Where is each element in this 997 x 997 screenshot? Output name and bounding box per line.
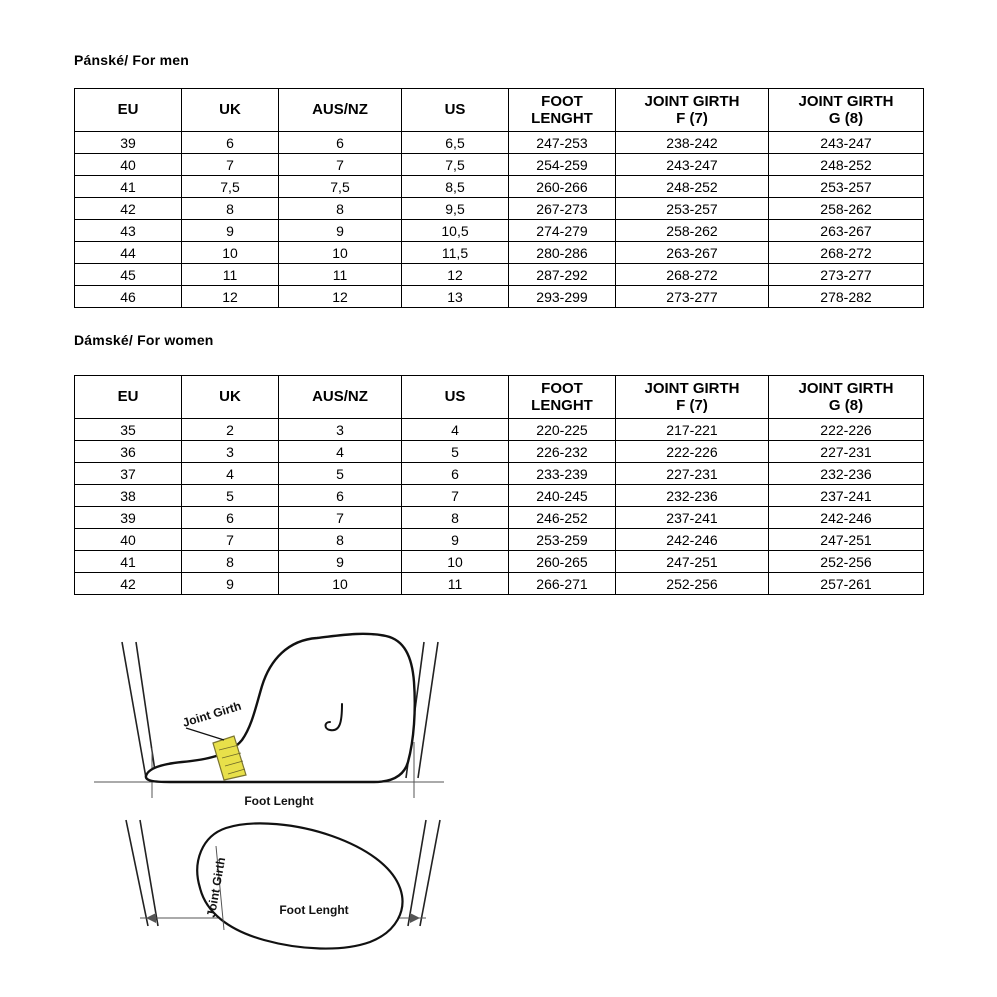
cell-joint-girth-f: 237-241 xyxy=(616,507,769,529)
table-row xyxy=(75,176,924,198)
table-row xyxy=(75,573,924,595)
table-row xyxy=(75,242,924,264)
cell-aus-nz: 7 xyxy=(279,507,402,529)
cell-foot-length: 233-239 xyxy=(509,463,616,485)
column-header-us: US xyxy=(402,89,509,132)
cell-us: 8 xyxy=(402,507,509,529)
cell-uk: 4 xyxy=(182,463,279,485)
table-row xyxy=(75,132,924,154)
cell-joint-girth-f: 243-247 xyxy=(616,154,769,176)
cell-foot-length: 266-271 xyxy=(509,573,616,595)
column-header-joint-girth-g: JOINT GIRTH G (8) xyxy=(769,89,924,132)
cell-eu: 35 xyxy=(75,419,182,441)
cell-us: 13 xyxy=(402,286,509,308)
top-view-figure xyxy=(126,820,440,949)
cell-foot-length: 253-259 xyxy=(509,529,616,551)
cell-us: 9,5 xyxy=(402,198,509,220)
cell-joint-girth-g: 232-236 xyxy=(769,463,924,485)
cell-us: 10 xyxy=(402,551,509,573)
cell-joint-girth-g: 222-226 xyxy=(769,419,924,441)
cell-aus-nz: 6 xyxy=(279,485,402,507)
table-header-row xyxy=(75,89,924,132)
cell-joint-girth-g: 253-257 xyxy=(769,176,924,198)
cell-eu: 38 xyxy=(75,485,182,507)
women-section-title: Dámské/ For women xyxy=(74,332,214,348)
women-size-table xyxy=(74,375,924,595)
column-header-uk: UK xyxy=(182,376,279,419)
cell-eu: 39 xyxy=(75,507,182,529)
cell-eu: 37 xyxy=(75,463,182,485)
column-header-eu: EU xyxy=(75,89,182,132)
cell-aus-nz: 10 xyxy=(279,242,402,264)
cell-joint-girth-g: 278-282 xyxy=(769,286,924,308)
cell-us: 5 xyxy=(402,441,509,463)
cell-foot-length: 267-273 xyxy=(509,198,616,220)
cell-eu: 40 xyxy=(75,154,182,176)
cell-foot-length: 240-245 xyxy=(509,485,616,507)
cell-uk: 11 xyxy=(182,264,279,286)
cell-joint-girth-g: 263-267 xyxy=(769,220,924,242)
column-header-joint-girth-f: JOINT GIRTH F (7) xyxy=(616,89,769,132)
men-section-title: Pánské/ For men xyxy=(74,52,190,68)
cell-eu: 42 xyxy=(75,198,182,220)
cell-uk: 10 xyxy=(182,242,279,264)
table-row xyxy=(75,419,924,441)
cell-aus-nz: 3 xyxy=(279,419,402,441)
cell-joint-girth-g: 273-277 xyxy=(769,264,924,286)
measurement-diagram xyxy=(74,630,554,980)
cell-us: 11 xyxy=(402,573,509,595)
cell-us: 4 xyxy=(402,419,509,441)
cell-eu: 46 xyxy=(75,286,182,308)
cell-joint-girth-g: 237-241 xyxy=(769,485,924,507)
cell-uk: 7 xyxy=(182,154,279,176)
cell-joint-girth-g: 247-251 xyxy=(769,529,924,551)
table-row xyxy=(75,154,924,176)
cell-foot-length: 280-286 xyxy=(509,242,616,264)
cell-eu: 39 xyxy=(75,132,182,154)
cell-us: 12 xyxy=(402,264,509,286)
side-view-foot-length-label: Foot Lenght xyxy=(244,794,314,808)
cell-joint-girth-f: 252-256 xyxy=(616,573,769,595)
cell-foot-length: 246-252 xyxy=(509,507,616,529)
cell-uk: 12 xyxy=(182,286,279,308)
cell-aus-nz: 9 xyxy=(279,220,402,242)
cell-uk: 7 xyxy=(182,529,279,551)
cell-us: 8,5 xyxy=(402,176,509,198)
cell-joint-girth-f: 258-262 xyxy=(616,220,769,242)
table-row xyxy=(75,220,924,242)
cell-eu: 41 xyxy=(75,551,182,573)
cell-eu: 41 xyxy=(75,176,182,198)
cell-aus-nz: 11 xyxy=(279,264,402,286)
side-view-figure xyxy=(94,634,444,808)
cell-aus-nz: 8 xyxy=(279,198,402,220)
cell-us: 6 xyxy=(402,463,509,485)
table-row xyxy=(75,463,924,485)
column-header-foot-length: FOOT LENGHT xyxy=(509,89,616,132)
column-header-foot-length: FOOT LENGHT xyxy=(509,376,616,419)
cell-aus-nz: 7 xyxy=(279,154,402,176)
cell-us: 11,5 xyxy=(402,242,509,264)
cell-aus-nz: 4 xyxy=(279,441,402,463)
cell-foot-length: 293-299 xyxy=(509,286,616,308)
cell-uk: 6 xyxy=(182,132,279,154)
cell-joint-girth-f: 217-221 xyxy=(616,419,769,441)
cell-uk: 8 xyxy=(182,198,279,220)
cell-joint-girth-g: 252-256 xyxy=(769,551,924,573)
table-row xyxy=(75,198,924,220)
top-view-joint-girth-label: Joint Girth xyxy=(203,856,229,919)
table-row xyxy=(75,551,924,573)
cell-us: 7 xyxy=(402,485,509,507)
column-header-us: US xyxy=(402,376,509,419)
column-header-joint-girth-g: JOINT GIRTH G (8) xyxy=(769,376,924,419)
cell-foot-length: 260-265 xyxy=(509,551,616,573)
cell-joint-girth-f: 253-257 xyxy=(616,198,769,220)
cell-joint-girth-f: 232-236 xyxy=(616,485,769,507)
top-view-foot-length-label: Foot Lenght xyxy=(279,903,349,917)
cell-joint-girth-f: 242-246 xyxy=(616,529,769,551)
table-row xyxy=(75,507,924,529)
cell-foot-length: 226-232 xyxy=(509,441,616,463)
cell-uk: 6 xyxy=(182,507,279,529)
cell-joint-girth-f: 222-226 xyxy=(616,441,769,463)
cell-joint-girth-g: 248-252 xyxy=(769,154,924,176)
cell-eu: 44 xyxy=(75,242,182,264)
table-row xyxy=(75,286,924,308)
cell-eu: 36 xyxy=(75,441,182,463)
table-row xyxy=(75,264,924,286)
table-row xyxy=(75,441,924,463)
cell-joint-girth-g: 268-272 xyxy=(769,242,924,264)
column-header-joint-girth-f: JOINT GIRTH F (7) xyxy=(616,376,769,419)
cell-eu: 42 xyxy=(75,573,182,595)
cell-uk: 5 xyxy=(182,485,279,507)
cell-joint-girth-f: 238-242 xyxy=(616,132,769,154)
column-header-aus-nz: AUS/NZ xyxy=(279,376,402,419)
cell-us: 10,5 xyxy=(402,220,509,242)
cell-aus-nz: 5 xyxy=(279,463,402,485)
cell-uk: 9 xyxy=(182,573,279,595)
cell-foot-length: 287-292 xyxy=(509,264,616,286)
cell-joint-girth-f: 247-251 xyxy=(616,551,769,573)
cell-us: 6,5 xyxy=(402,132,509,154)
cell-joint-girth-f: 227-231 xyxy=(616,463,769,485)
cell-uk: 7,5 xyxy=(182,176,279,198)
cell-foot-length: 220-225 xyxy=(509,419,616,441)
cell-eu: 43 xyxy=(75,220,182,242)
cell-uk: 3 xyxy=(182,441,279,463)
cell-joint-girth-f: 273-277 xyxy=(616,286,769,308)
cell-foot-length: 247-253 xyxy=(509,132,616,154)
men-size-table xyxy=(74,88,924,308)
column-header-eu: EU xyxy=(75,376,182,419)
cell-joint-girth-f: 248-252 xyxy=(616,176,769,198)
cell-foot-length: 260-266 xyxy=(509,176,616,198)
cell-foot-length: 274-279 xyxy=(509,220,616,242)
cell-joint-girth-g: 257-261 xyxy=(769,573,924,595)
table-row xyxy=(75,529,924,551)
table-header-row xyxy=(75,376,924,419)
measurement-diagram-svg xyxy=(74,630,554,980)
side-view-joint-girth-label: Joint Girth xyxy=(180,698,243,730)
cell-aus-nz: 7,5 xyxy=(279,176,402,198)
cell-aus-nz: 9 xyxy=(279,551,402,573)
cell-aus-nz: 12 xyxy=(279,286,402,308)
cell-aus-nz: 8 xyxy=(279,529,402,551)
cell-joint-girth-f: 268-272 xyxy=(616,264,769,286)
cell-uk: 2 xyxy=(182,419,279,441)
cell-joint-girth-g: 258-262 xyxy=(769,198,924,220)
cell-foot-length: 254-259 xyxy=(509,154,616,176)
table-row xyxy=(75,485,924,507)
column-header-aus-nz: AUS/NZ xyxy=(279,89,402,132)
column-header-uk: UK xyxy=(182,89,279,132)
cell-us: 9 xyxy=(402,529,509,551)
cell-uk: 9 xyxy=(182,220,279,242)
cell-joint-girth-g: 243-247 xyxy=(769,132,924,154)
cell-joint-girth-g: 242-246 xyxy=(769,507,924,529)
cell-eu: 40 xyxy=(75,529,182,551)
cell-joint-girth-g: 227-231 xyxy=(769,441,924,463)
cell-aus-nz: 10 xyxy=(279,573,402,595)
cell-eu: 45 xyxy=(75,264,182,286)
cell-uk: 8 xyxy=(182,551,279,573)
cell-us: 7,5 xyxy=(402,154,509,176)
cell-aus-nz: 6 xyxy=(279,132,402,154)
cell-joint-girth-f: 263-267 xyxy=(616,242,769,264)
